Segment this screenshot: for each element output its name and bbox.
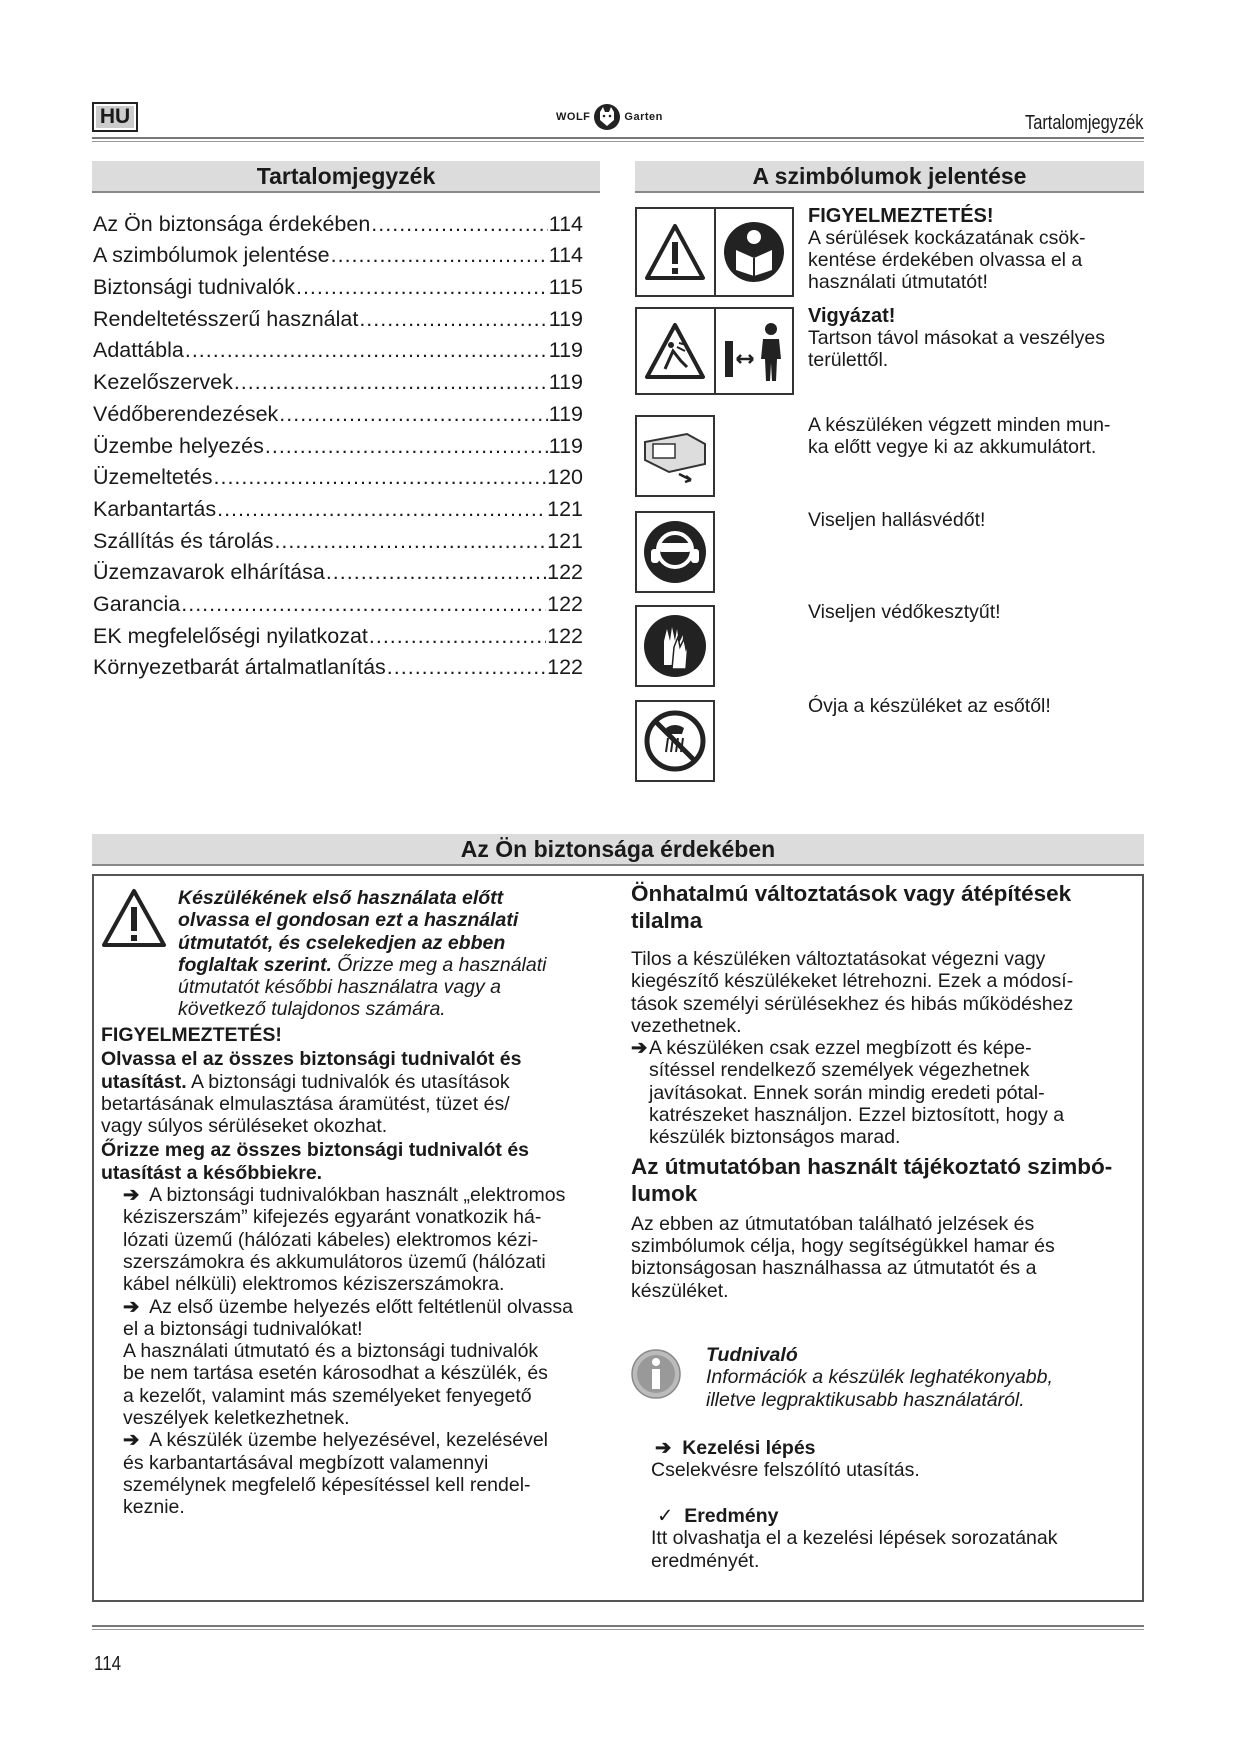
toc-entry-page: 121	[547, 528, 583, 553]
list-item: ➔ A biztonsági tudnivalókban használt „elektromos kéziszerszám” kifejezés egyaránt vonatkozik há- lózati üzemű (hálózati kábeles) elektromos kézi- szerszámokra és akkumulátoros üzemű (hálózati kábel nélküli) elektromos kéziszerszámokra.	[123, 1184, 566, 1296]
footer-divider	[92, 1625, 1144, 1630]
list-item: ➔ A készülék üzembe helyezésével, kezelésével és karbantartásával megbízott valamennyi személynek megfelelő képesítéssel kell rendel- keznie.	[123, 1429, 548, 1519]
intro-text: Készülékének első használata előtt olvassa el gondosan ezt a használati útmutatót, és cselekedjen az ebben foglaltak szerint. Őrizze meg a használati útmutatót későbbi használatra vagy a következő tulajdonos számára.	[178, 887, 547, 1021]
toc-entry-label: Üzemzavarok elhárítása	[93, 560, 325, 585]
arrow-right-icon: ➔	[631, 1037, 648, 1060]
symbol-keep-distance	[635, 307, 794, 395]
toc-entry-label: A szimbólumok jelentése	[93, 243, 330, 268]
toc-leader-dots	[369, 624, 546, 649]
header-divider	[92, 137, 1144, 142]
toc-entry[interactable]	[93, 459, 583, 491]
logo-text-right: Garten	[624, 111, 663, 123]
heading-info-symbols: Az útmutatóban használt tájékoztató szimbó- lumok	[631, 1153, 1113, 1206]
toc-entry-label: Szállítás és tárolás	[93, 528, 274, 553]
toc-entry[interactable]	[93, 585, 583, 617]
toc-entry-page: 121	[547, 496, 583, 521]
toc-entry[interactable]	[93, 237, 583, 269]
arrow-right-icon: ➔	[123, 1429, 140, 1452]
toc-leader-dots	[265, 434, 548, 459]
hearing-protection-icon	[642, 519, 708, 585]
toc-entry-label: Üzembe helyezés	[93, 433, 264, 458]
toc-leader-dots	[326, 560, 546, 585]
toc-entry[interactable]	[93, 395, 583, 427]
toc-entry-page: 119	[548, 370, 583, 395]
symbol-no-rain	[635, 700, 715, 782]
toc-entry-page: 122	[547, 591, 583, 616]
arrow-right-icon: ➔	[655, 1437, 672, 1459]
toc-entry-label: EK megfelelőségi nyilatkozat	[93, 623, 368, 648]
arrow-right-icon: ➔	[123, 1295, 140, 1318]
toc-entry-label: Rendeltetésszerű használat	[93, 306, 359, 331]
list-item: ➔ Az első üzembe helyezés előtt feltétlenül olvassa el a biztonsági tudnivalókat! A használati útmutató és a biztonsági tudnivalók be nem tartása esetén károsodhat a készülék, és a kezelőt, valamint más személyeket fenyegető veszélyek keletkezhetnek.	[123, 1295, 573, 1430]
toc-entry[interactable]	[93, 268, 583, 300]
symbol-5-text: Viseljen védőkesztyűt!	[808, 601, 1001, 623]
toc-entry-label: Karbantartás	[93, 496, 217, 521]
note-block: Tudnivaló Információk a készülék leghatékonyabb, illetve legpraktikusabb használatáról.	[706, 1344, 1053, 1411]
toc-leader-dots	[296, 275, 548, 300]
arrow-list	[101, 1184, 641, 1518]
toc-entry-label: Környezetbarát ártalmatlanítás	[93, 655, 386, 680]
symbols-heading: A szimbólumok jelentése	[635, 161, 1144, 193]
symbol-2-text: Vigyázat! Tartson távol másokat a veszélyes területtől.	[808, 305, 1105, 371]
toc-entry-page: 119	[548, 338, 583, 363]
symbol-hearing-protection	[635, 511, 715, 593]
toc-entry[interactable]	[93, 332, 583, 364]
toc-leader-dots	[181, 592, 546, 617]
symbol-3-text: A készüléken végzett minden mun- ka előtt vegye ki az akkumulátort.	[808, 414, 1111, 458]
wolf-head-icon	[593, 103, 621, 131]
symbol-1-title: FIGYELMEZTETÉS!	[808, 205, 994, 227]
toc-entry[interactable]	[93, 522, 583, 554]
left-column-body	[101, 1024, 641, 1519]
checkmark-icon: ✓	[657, 1505, 674, 1527]
toc-leader-dots	[279, 402, 547, 427]
toc-leader-dots	[214, 465, 547, 490]
toc-entry-page: 119	[548, 401, 583, 426]
toc-leader-dots	[217, 497, 546, 522]
toc-entry-label: Garancia	[93, 591, 181, 616]
info-icon	[630, 1348, 682, 1400]
toc-leader-dots	[185, 338, 548, 363]
toc-entry-page: 119	[548, 306, 583, 331]
symbol-1-text: FIGYELMEZTETÉS! A sérülések kockázatának csök- kentése érdekében olvassa el a használati útmutatót!	[808, 205, 1086, 293]
no-rain-icon	[642, 708, 708, 774]
result-block: ✓ Eredmény Itt olvashatja el a kezelési lépések sorozatának eredményét.	[651, 1505, 1058, 1572]
note-title: Tudnivaló	[706, 1344, 798, 1366]
result-title: Eredmény	[684, 1505, 779, 1527]
step-block: ➔ Kezelési lépés Cselekvésre felszólító utasítás.	[651, 1437, 920, 1482]
toc-entry-label: Az Ön biztonsága érdekében	[93, 211, 371, 236]
keep-distance-person-icon	[721, 319, 787, 383]
toc-entry-page: 114	[548, 211, 583, 236]
toc-entry-page: 122	[547, 655, 583, 680]
logo-text-left: WOLF	[556, 111, 591, 123]
warning-triangle-large-icon	[101, 888, 167, 948]
symbol-6-text: Óvja a készüléket az esőtől!	[808, 695, 1051, 717]
toc-entry[interactable]	[93, 300, 583, 332]
toc-entry-page: 115	[548, 275, 583, 300]
toc-entry-page: 122	[547, 623, 583, 648]
toc-entry-label: Biztonsági tudnivalók	[93, 275, 295, 300]
step-title: Kezelési lépés	[682, 1437, 816, 1459]
toc-leader-dots	[331, 243, 548, 268]
toc-entry-label: Üzemeltetés	[93, 465, 213, 490]
page-number: 114	[94, 1653, 122, 1675]
language-badge: HU	[92, 102, 138, 132]
right-column-body	[631, 880, 1136, 1302]
toc-leader-dots	[234, 370, 548, 395]
paragraph-keep-all: Őrizze meg az összes biztonsági tudnivalót és utasítást a későbbiekre.	[101, 1139, 530, 1184]
toc-entry-label: Védőberendezések	[93, 401, 279, 426]
toc-entry[interactable]	[93, 649, 583, 681]
thrown-objects-warning-icon	[643, 321, 707, 381]
symbol-remove-battery	[635, 415, 715, 497]
toc-entry[interactable]	[93, 617, 583, 649]
symbol-gloves	[635, 605, 715, 687]
symbol-4-text: Viseljen hallásvédőt!	[808, 509, 986, 531]
toc-entry[interactable]	[93, 554, 583, 586]
paragraph-info-symbols: Az ebben az útmutatóban található jelzések és szimbólumok célja, hogy segítségükkel hamar és biztonságosan használhassa az útmutatót és a készüléket.	[631, 1212, 1055, 1302]
toc-entry[interactable]	[93, 205, 583, 237]
toc-leader-dots	[359, 307, 547, 332]
toc-heading: Tartalomjegyzék	[92, 161, 600, 193]
warning-label: FIGYELMEZTETÉS!	[101, 1024, 282, 1046]
brand-logo	[556, 102, 663, 132]
toc-entry-page: 119	[548, 433, 583, 458]
toc-leader-dots	[274, 529, 546, 554]
list-item: ➔ A készüléken csak ezzel megbízott és képe- sítéssel rendelkező személyek végezhetnek javításokat. Ennek során mindig eredeti pótal- katrészeket használjon. Ezzel biztosított, hogy a készülék biztonságos marad.	[631, 1037, 1065, 1149]
toc-entry-page: 114	[548, 243, 583, 268]
arrow-right-icon: ➔	[123, 1184, 140, 1207]
header-title: Tartalomjegyzék	[1025, 112, 1144, 134]
toc-leader-dots	[371, 212, 547, 237]
symbol-2-title: Vigyázat!	[808, 305, 896, 327]
read-manual-icon	[722, 220, 786, 284]
toc-entry-page: 122	[547, 560, 583, 585]
safety-heading: Az Ön biztonsága érdekében	[92, 834, 1144, 866]
toc-entry-label: Adattábla	[93, 338, 184, 363]
toc-list	[93, 205, 583, 680]
symbol-warning-read-manual	[635, 207, 794, 297]
toc-entry[interactable]	[93, 363, 583, 395]
heading-modifications: Önhatalmú változtatások vagy átépítések tilalma	[631, 881, 1072, 933]
warning-triangle-icon	[643, 222, 707, 282]
toc-entry-label: Kezelőszervek	[93, 370, 233, 395]
paragraph-read-all: Olvassa el az összes biztonsági tudnivalót és utasítást. A biztonsági tudnivalók és utasítások betartásának elmulasztása áramütést, tüzet és/ vagy súlyos sérüléseket okozhat.	[101, 1048, 522, 1138]
toc-entry[interactable]	[93, 490, 583, 522]
toc-entry[interactable]	[93, 427, 583, 459]
toc-entry-page: 120	[547, 465, 583, 490]
paragraph-modifications: Tilos a készüléken változtatásokat végezni vagy kiegészítő készülékeket létrehozni. Ezek a módosí- tások személyi sérülésekhez és hibás működéshez vezethetnek.	[631, 948, 1074, 1037]
remove-battery-icon	[639, 420, 711, 492]
toc-leader-dots	[387, 655, 546, 680]
protective-gloves-icon	[642, 613, 708, 679]
